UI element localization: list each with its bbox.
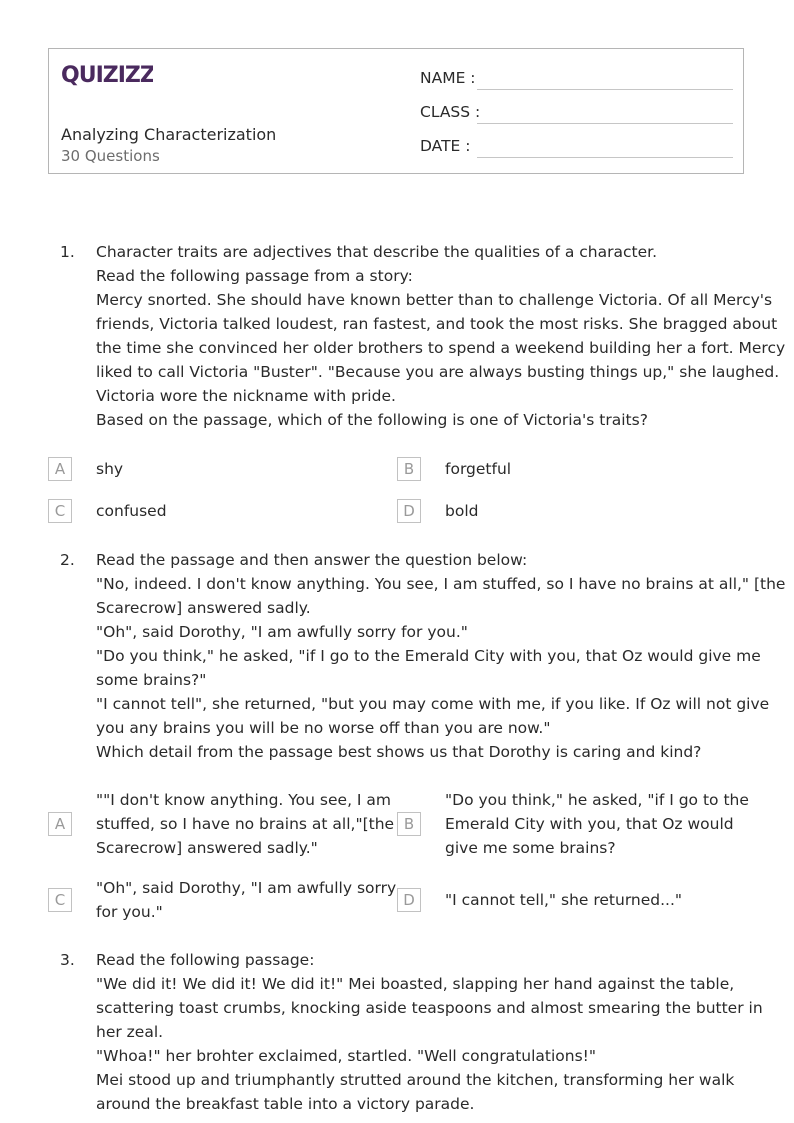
worksheet-header (48, 48, 744, 174)
option-a-text: shy (96, 460, 124, 478)
option-a-text: ""I don't know anything. You see, I am stuffed, so I have no brains at all,"[the Scarecrow] answered sadly." (96, 791, 395, 857)
question-number: 3. (60, 951, 75, 969)
option-d-box[interactable]: D (397, 888, 421, 912)
name-line[interactable] (477, 89, 733, 90)
option-b-box[interactable]: B (397, 457, 421, 481)
name-label: NAME : (420, 69, 476, 87)
option-a-box[interactable]: A (48, 812, 72, 836)
option-b-text: forgetful (445, 460, 512, 478)
option-c-box[interactable]: C (48, 888, 72, 912)
question-text: Character traits are adjectives that describe the qualities of a character. Read the following passage from a story: Mercy snorted. She should have known better than to challenge Victoria. Of all Mercy's friends, Victoria talked loudest, ran fastest, and took the most risks. She bragged about the time she convinced her older brothers to spend a weekend building her a fort. Mercy liked to call Victoria "Buster". "Because you are always busting things up," she laughed. Victoria wore the nickname with pride. Based on the passage, which of the following is one of Victoria's traits? (96, 243, 786, 429)
class-line[interactable] (477, 123, 733, 124)
date-label: DATE : (420, 137, 471, 155)
question-number: 2. (60, 551, 75, 569)
class-label: CLASS : (420, 103, 481, 121)
option-b-text: "Do you think," he asked, "if I go to the Emerald City with you, that Oz would give me some brains? (445, 791, 749, 857)
quizizz-logo (61, 61, 153, 91)
option-c-box[interactable]: C (48, 499, 72, 523)
worksheet-title: Analyzing Characterization (61, 125, 277, 144)
option-b-box[interactable]: B (397, 812, 421, 836)
option-d-text: bold (445, 502, 479, 520)
option-c-text: "Oh", said Dorothy, "I am awfully sorry for you." (96, 879, 397, 921)
svg-text:QUIZIZZ: QUIZIZZ (61, 63, 153, 87)
question-text: Read the following passage: "We did it! We did it! We did it!" Mei boasted, slapping her hand against the table, scattering toast crumbs, knocking aside teaspoons and almost smearing the butter in her zeal. "Whoa!" her brohter exclaimed, startled. "Well congratulations!" Mei stood up and triumphantly strutted around the kitchen, transforming her walk around the breakfast table into a victory parade. (96, 951, 763, 1113)
question-count: 30 Questions (61, 147, 160, 165)
option-d-text: "I cannot tell," she returned..." (445, 891, 683, 909)
option-a-box[interactable]: A (48, 457, 72, 481)
date-line[interactable] (477, 157, 733, 158)
option-c-text: confused (96, 502, 167, 520)
question-number: 1. (60, 243, 75, 261)
question-text: Read the passage and then answer the question below: "No, indeed. I don't know anything. You see, I am stuffed, so I have no brains at all," [the Scarecrow] answered sadly. "Oh", said Dorothy, "I am awfully sorry for you." "Do you think," he asked, "if I go to the Emerald City with you, that Oz would give me some brains?" "I cannot tell", she returned, "but you may come with me, if you like. If Oz will not give you any brains you will be no worse off than you are now." Which detail from the passage best shows us that Dorothy is caring and kind? (96, 551, 786, 761)
option-d-box[interactable]: D (397, 499, 421, 523)
